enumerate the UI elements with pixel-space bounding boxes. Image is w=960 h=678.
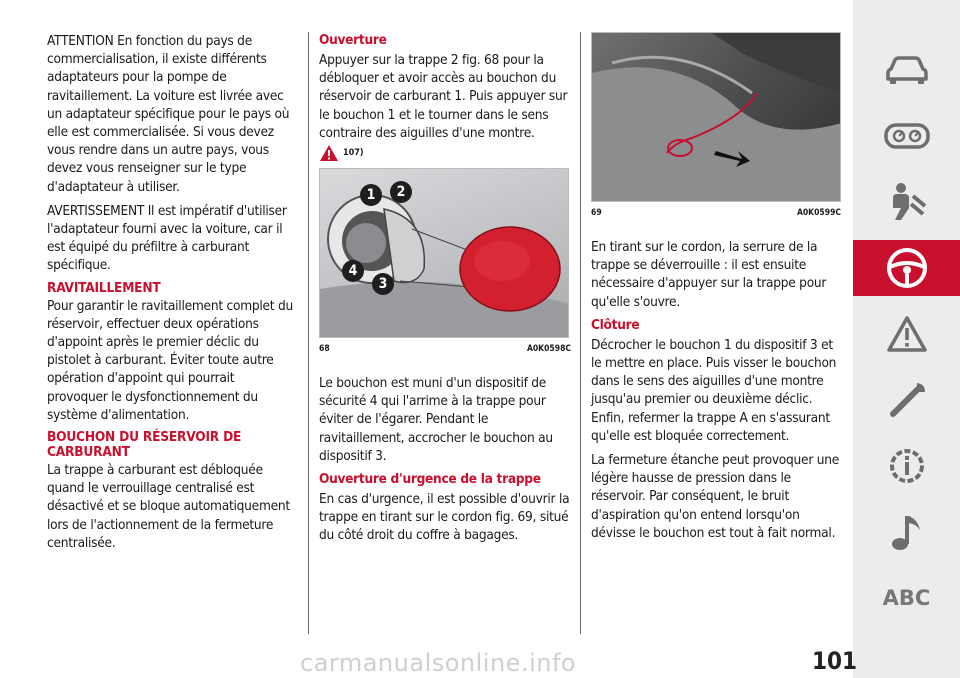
bouchon-dispositif-paragraph: Le bouchon est muni d'un dispositif de sécurité 4 qui l'arrime à la trappe pour éviter de l'égarer. Pendant le ravitaillement, accrocher le bouchon au dispositif 3. [319, 375, 553, 464]
tab-driving[interactable] [853, 240, 960, 296]
column-divider [308, 32, 309, 634]
page-number: 101 [812, 647, 858, 675]
seat-belt-icon [887, 182, 927, 222]
chapter-sidebar [853, 0, 960, 678]
attention-paragraph: ATTENTION En fonction du pays de commercialisation, il existe différents adaptateurs pour la pompe de ravitaillement. La voiture est livrée avec un adaptateur spécifique pour le pays où elle est commercialisée. Si vous devez vous rendre dans un autre pays, vous devez vous renseigner sur le type d'adaptateur à utiliser. [47, 33, 290, 195]
figure-69 [591, 32, 841, 218]
heading-bouchon-reservoir: BOUCHON DU RÉSERVOIR DE CARBURANT [47, 429, 242, 461]
music-note-icon [890, 512, 924, 552]
tab-car[interactable] [853, 42, 960, 98]
trunk-cord-illustration [591, 32, 841, 202]
figure-number: 68 [319, 344, 330, 355]
steering-wheel-icon [886, 247, 928, 289]
column-right [591, 32, 841, 548]
callout-1: 1 [360, 184, 382, 206]
tab-warnings[interactable] [853, 306, 960, 362]
warning-icon [319, 144, 339, 162]
tab-index[interactable] [853, 570, 960, 626]
car-icon [885, 55, 929, 85]
cordon-paragraph: En tirant sur le cordon, la serrure de la trappe se déverrouille : il est ensuite nécessaire d'appuyer sur la trappe pour qu'elle s'ouvre. [591, 239, 827, 310]
ouverture-paragraph: Appuyer sur la trappe 2 fig. 68 pour la débloquer et avoir accès au bouchon du réservoir de carburant 1. Puis appuyer sur le bouchon 1 et le tourner dans le sens contraire des aiguilles d'une montre. [319, 52, 568, 141]
wrench-icon [887, 380, 927, 420]
ravitaillement-paragraph: Pour garantir le ravitaillement complet du réservoir, effectuer deux opérations d'appoint après le premier déclic du pistolet à carburant. Éviter toute autre opération d'appoint qui pourrait provoquer le dysfonctionnement du système d'alimentation. [47, 297, 294, 423]
avertissement-paragraph: AVERTISSEMENT Il est impératif d'utiliser l'adaptateur fourni avec la voiture, car il est équipé du préfiltre à carburant spécifique. [47, 202, 287, 274]
figure-number: 69 [591, 208, 602, 218]
column-middle [319, 32, 571, 551]
tab-multimedia[interactable] [853, 504, 960, 560]
tab-dashboard[interactable] [853, 108, 960, 164]
urgence-paragraph: En cas d'urgence, il est possible d'ouvrir la trappe en tirant sur le cordon fig. 69, situé du côté droit du coffre à bagages. [319, 491, 570, 544]
tab-maintenance[interactable] [853, 372, 960, 428]
pression-paragraph: La fermeture étanche peut provoquer une légère hausse de pression dans le réservoir. Par conséquent, le bruit d'aspiration qu'on entend lorsqu'on dévisse le bouchon est tout à fait normal. [591, 452, 840, 541]
heading-cloture: Clôture [591, 316, 640, 333]
figure-68 [319, 168, 571, 354]
tab-safety[interactable] [853, 174, 960, 230]
info-gear-icon [886, 445, 928, 487]
figure-code: A0K0598C [526, 344, 571, 355]
trappe-paragraph: La trappe à carburant est débloquée quand le verrouillage centralisé est désactivé et se bloque automatiquement lors de l'actionnement de la fermeture centralisée. [47, 462, 290, 551]
watermark: carmanualsonline.info [300, 649, 577, 677]
warning-triangle-icon [886, 315, 928, 353]
heading-ouverture: Ouverture [319, 32, 387, 48]
column-divider [580, 32, 581, 634]
callout-2: 2 [390, 181, 412, 203]
callout-4: 4 [342, 260, 364, 282]
warning-reference [319, 144, 571, 168]
cloture-paragraph: Décrocher le bouchon 1 du dispositif 3 et le mettre en place. Puis visser le bouchon dans le sens des aiguilles d'une montre jusqu'au premier ou deuxième déclic. Enfin, refermer la trappe A en s'assurant qu'elle est bloquée correctement. [591, 336, 837, 444]
figure-69-caption [591, 208, 841, 218]
heading-ouverture-urgence: Ouverture d'urgence de la trappe [319, 471, 541, 488]
column-left [47, 32, 297, 558]
fuel-flap-illustration [319, 168, 569, 338]
dashboard-icon [884, 123, 930, 149]
heading-ravitaillement: RAVITAILLEMENT [47, 279, 161, 296]
warning-ref-number: 107) [343, 148, 364, 159]
abc-index-label: ABC [882, 586, 931, 610]
figure-68-caption [319, 344, 571, 354]
callout-3: 3 [372, 273, 394, 295]
figure-code: A0K0599C [796, 208, 841, 218]
tab-technical-data[interactable] [853, 438, 960, 494]
